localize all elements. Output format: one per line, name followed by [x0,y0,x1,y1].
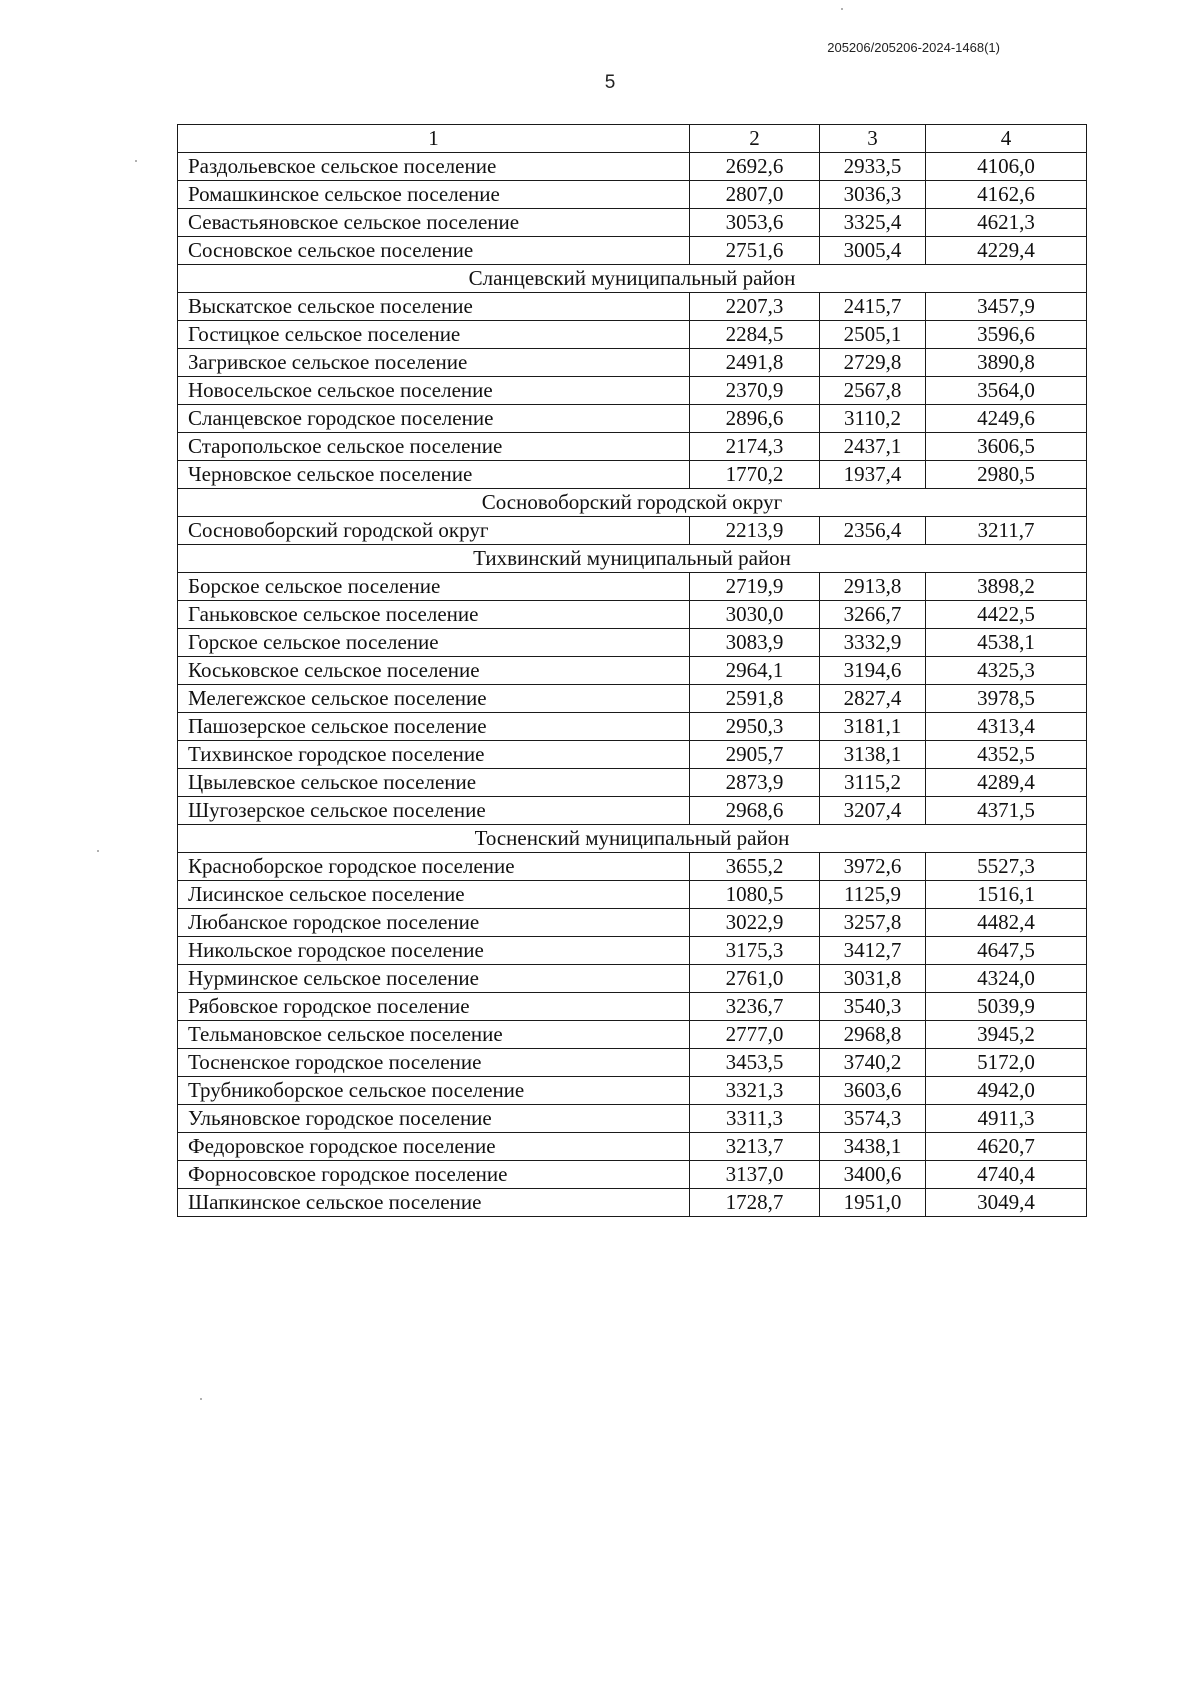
value-cell-col-2: 1728,7 [690,1189,820,1217]
value-cell-col-4: 4620,7 [926,1133,1087,1161]
value-cell-col-3: 3115,2 [820,769,926,797]
table-row [178,769,1087,797]
value-cell-col-2: 2491,8 [690,349,820,377]
table-row [178,321,1087,349]
value-cell-col-3: 2968,8 [820,1021,926,1049]
value-cell-col-2: 2207,3 [690,293,820,321]
table-row [178,1105,1087,1133]
settlement-name-cell: Ромашкинское сельское поселение [178,181,690,209]
table-row [178,993,1087,1021]
settlement-name-cell: Федоровское городское поселение [178,1133,690,1161]
table-row [178,629,1087,657]
scan-speck [135,160,137,162]
value-cell-col-4: 3457,9 [926,293,1087,321]
table-row [178,349,1087,377]
value-cell-col-2: 3311,3 [690,1105,820,1133]
table-row [178,881,1087,909]
value-cell-col-2: 2807,0 [690,181,820,209]
settlement-name-cell: Тихвинское городское поселение [178,741,690,769]
value-cell-col-4: 3564,0 [926,377,1087,405]
settlement-name-cell: Цвылевское сельское поселение [178,769,690,797]
settlement-name-cell: Коськовское сельское поселение [178,657,690,685]
table-row [178,153,1087,181]
value-cell-col-3: 3400,6 [820,1161,926,1189]
table-row [178,1161,1087,1189]
value-cell-col-2: 3655,2 [690,853,820,881]
value-cell-col-3: 3036,3 [820,181,926,209]
value-cell-col-3: 3438,1 [820,1133,926,1161]
settlements-table [177,124,1087,1217]
table-row [178,181,1087,209]
value-cell-col-3: 3005,4 [820,237,926,265]
section-row [178,265,1087,293]
table-row [178,209,1087,237]
table-row [178,1077,1087,1105]
table-row [178,853,1087,881]
section-title: Тихвинский муниципальный район [178,545,1087,573]
settlement-name-cell: Никольское городское поселение [178,937,690,965]
settlement-name-cell: Трубникоборское сельское поселение [178,1077,690,1105]
table-body [178,125,1087,1217]
table-row [178,1189,1087,1217]
value-cell-col-3: 2356,4 [820,517,926,545]
value-cell-col-3: 3740,2 [820,1049,926,1077]
table-row [178,405,1087,433]
value-cell-col-2: 3213,7 [690,1133,820,1161]
value-cell-col-4: 4482,4 [926,909,1087,937]
value-cell-col-3: 3266,7 [820,601,926,629]
section-row [178,489,1087,517]
settlement-name-cell: Выскатское сельское поселение [178,293,690,321]
settlement-name-cell: Ульяновское городское поселение [178,1105,690,1133]
value-cell-col-4: 4313,4 [926,713,1087,741]
scan-speck [97,850,99,852]
value-cell-col-2: 2896,6 [690,405,820,433]
value-cell-col-4: 4740,4 [926,1161,1087,1189]
value-cell-col-4: 2980,5 [926,461,1087,489]
value-cell-col-3: 2437,1 [820,433,926,461]
table-row [178,1133,1087,1161]
value-cell-col-4: 4911,3 [926,1105,1087,1133]
value-cell-col-2: 3453,5 [690,1049,820,1077]
settlement-name-cell: Старопольское сельское поселение [178,433,690,461]
table-row [178,909,1087,937]
value-cell-col-3: 2827,4 [820,685,926,713]
value-cell-col-4: 4942,0 [926,1077,1087,1105]
settlement-name-cell: Шапкинское сельское поселение [178,1189,690,1217]
value-cell-col-3: 3207,4 [820,797,926,825]
value-cell-col-4: 3898,2 [926,573,1087,601]
value-cell-col-2: 3321,3 [690,1077,820,1105]
section-title: Сосновоборский городской округ [178,489,1087,517]
value-cell-col-2: 2213,9 [690,517,820,545]
table-row [178,237,1087,265]
table-row [178,685,1087,713]
value-cell-col-3: 3972,6 [820,853,926,881]
settlement-name-cell: Горское сельское поселение [178,629,690,657]
settlement-name-cell: Сосновское сельское поселение [178,237,690,265]
value-cell-col-2: 2964,1 [690,657,820,685]
value-cell-col-4: 4249,6 [926,405,1087,433]
table-row [178,965,1087,993]
value-cell-col-3: 3110,2 [820,405,926,433]
page-number: 5 [604,72,616,93]
table-row [178,461,1087,489]
settlement-name-cell: Пашозерское сельское поселение [178,713,690,741]
table-row [178,573,1087,601]
value-cell-col-2: 2905,7 [690,741,820,769]
settlement-name-cell: Ганьковское сельское поселение [178,601,690,629]
value-cell-col-4: 5039,9 [926,993,1087,1021]
value-cell-col-2: 2719,9 [690,573,820,601]
section-title: Тосненский муниципальный район [178,825,1087,853]
value-cell-col-2: 2950,3 [690,713,820,741]
value-cell-col-2: 2751,6 [690,237,820,265]
value-cell-col-4: 4106,0 [926,153,1087,181]
settlement-name-cell: Сланцевское городское поселение [178,405,690,433]
value-cell-col-3: 2913,8 [820,573,926,601]
table-row [178,713,1087,741]
value-cell-col-4: 1516,1 [926,881,1087,909]
section-row [178,825,1087,853]
value-cell-col-4: 4324,0 [926,965,1087,993]
settlement-name-cell: Мелегежское сельское поселение [178,685,690,713]
value-cell-col-2: 3022,9 [690,909,820,937]
value-cell-col-3: 3540,3 [820,993,926,1021]
value-cell-col-2: 2284,5 [690,321,820,349]
settlement-name-cell: Любанское городское поселение [178,909,690,937]
value-cell-col-4: 3211,7 [926,517,1087,545]
value-cell-col-3: 3138,1 [820,741,926,769]
header-col-3: 3 [820,125,926,153]
value-cell-col-3: 1125,9 [820,881,926,909]
header-col-2: 2 [690,125,820,153]
value-cell-col-4: 3596,6 [926,321,1087,349]
value-cell-col-2: 3053,6 [690,209,820,237]
value-cell-col-3: 3332,9 [820,629,926,657]
value-cell-col-2: 2692,6 [690,153,820,181]
settlement-name-cell: Красноборское городское поселение [178,853,690,881]
table-row [178,741,1087,769]
value-cell-col-3: 3194,6 [820,657,926,685]
scan-speck [200,1398,202,1400]
value-cell-col-4: 4325,3 [926,657,1087,685]
settlement-name-cell: Лисинское сельское поселение [178,881,690,909]
value-cell-col-2: 3175,3 [690,937,820,965]
value-cell-col-3: 2505,1 [820,321,926,349]
settlement-name-cell: Тосненское городское поселение [178,1049,690,1077]
section-row [178,545,1087,573]
table-row [178,601,1087,629]
table-row [178,517,1087,545]
table-row [178,1021,1087,1049]
scan-speck [841,8,843,10]
value-cell-col-4: 4289,4 [926,769,1087,797]
settlement-name-cell: Сосновоборский городской округ [178,517,690,545]
value-cell-col-4: 4538,1 [926,629,1087,657]
settlement-name-cell: Раздольевское сельское поселение [178,153,690,181]
value-cell-col-4: 5172,0 [926,1049,1087,1077]
table-row [178,657,1087,685]
settlement-name-cell: Тельмановское сельское поселение [178,1021,690,1049]
value-cell-col-2: 2370,9 [690,377,820,405]
table-row [178,293,1087,321]
table-header-row [178,125,1087,153]
value-cell-col-2: 1770,2 [690,461,820,489]
value-cell-col-3: 3181,1 [820,713,926,741]
value-cell-col-4: 4647,5 [926,937,1087,965]
value-cell-col-4: 4352,5 [926,741,1087,769]
settlement-name-cell: Загривское сельское поселение [178,349,690,377]
settlement-name-cell: Шугозерское сельское поселение [178,797,690,825]
value-cell-col-3: 1937,4 [820,461,926,489]
value-cell-col-4: 3049,4 [926,1189,1087,1217]
value-cell-col-2: 2968,6 [690,797,820,825]
settlement-name-cell: Севастьяновское сельское поселение [178,209,690,237]
value-cell-col-3: 2729,8 [820,349,926,377]
header-col-1: 1 [178,125,690,153]
header-col-4: 4 [926,125,1087,153]
value-cell-col-2: 3030,0 [690,601,820,629]
value-cell-col-4: 5527,3 [926,853,1087,881]
value-cell-col-3: 3574,3 [820,1105,926,1133]
value-cell-col-2: 2777,0 [690,1021,820,1049]
value-cell-col-2: 1080,5 [690,881,820,909]
value-cell-col-4: 4162,6 [926,181,1087,209]
value-cell-col-3: 3412,7 [820,937,926,965]
value-cell-col-3: 2415,7 [820,293,926,321]
value-cell-col-2: 2174,3 [690,433,820,461]
table-row [178,797,1087,825]
settlement-name-cell: Борское сельское поселение [178,573,690,601]
document-id: 205206/205206-2024-1468(1) [827,40,1000,55]
value-cell-col-4: 3978,5 [926,685,1087,713]
value-cell-col-4: 3890,8 [926,349,1087,377]
value-cell-col-4: 4422,5 [926,601,1087,629]
value-cell-col-2: 3137,0 [690,1161,820,1189]
table-row [178,1049,1087,1077]
value-cell-col-3: 3257,8 [820,909,926,937]
table-row [178,937,1087,965]
value-cell-col-2: 2761,0 [690,965,820,993]
table-row [178,377,1087,405]
table-row [178,433,1087,461]
value-cell-col-3: 3603,6 [820,1077,926,1105]
settlement-name-cell: Гостицкое сельское поселение [178,321,690,349]
value-cell-col-2: 3236,7 [690,993,820,1021]
settlement-name-cell: Новосельское сельское поселение [178,377,690,405]
value-cell-col-4: 4371,5 [926,797,1087,825]
value-cell-col-3: 3031,8 [820,965,926,993]
value-cell-col-4: 4229,4 [926,237,1087,265]
value-cell-col-4: 3945,2 [926,1021,1087,1049]
settlement-name-cell: Рябовское городское поселение [178,993,690,1021]
settlement-name-cell: Черновское сельское поселение [178,461,690,489]
value-cell-col-2: 3083,9 [690,629,820,657]
settlement-name-cell: Форносовское городское поселение [178,1161,690,1189]
value-cell-col-4: 3606,5 [926,433,1087,461]
value-cell-col-3: 2933,5 [820,153,926,181]
section-title: Сланцевский муниципальный район [178,265,1087,293]
settlement-name-cell: Нурминское сельское поселение [178,965,690,993]
value-cell-col-4: 4621,3 [926,209,1087,237]
value-cell-col-3: 3325,4 [820,209,926,237]
value-cell-col-2: 2873,9 [690,769,820,797]
value-cell-col-3: 1951,0 [820,1189,926,1217]
value-cell-col-2: 2591,8 [690,685,820,713]
value-cell-col-3: 2567,8 [820,377,926,405]
